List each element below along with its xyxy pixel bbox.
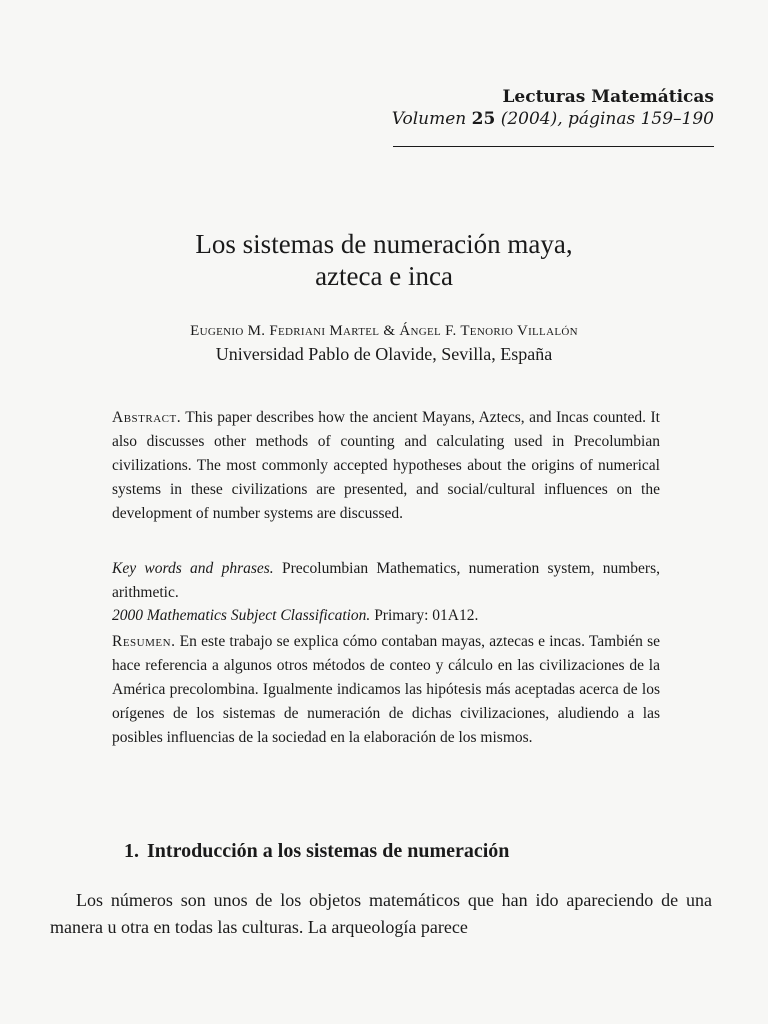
volume-prefix: Volumen [391, 109, 467, 129]
journal-volume [392, 108, 714, 130]
journal-header [392, 86, 714, 130]
title-line-2: azteca e inca [315, 261, 453, 291]
resumen-text: En este trabajo se explica cómo contaban mayas, aztecas e incas. También se hace referencia a algunos otros métodos de conteo y cálculo en las civilizaciones de la América precolombina. Igualmente indicamos las hipótesis más aceptadas acerca de los orígenes de los sistemas de numeración de dichas civilizaciones, aludiendo a las posibles influencias de la sociedad en la elaboración de los mismos. [112, 633, 660, 746]
title-line-1: Los sistemas de numeración maya, [195, 229, 573, 259]
authors: Eugenio M. Fedriani Martel & Ángel F. Tenorio Villalón [190, 323, 578, 339]
volume-pages: (2004), páginas 159–190 [500, 109, 714, 129]
keywords [112, 557, 660, 605]
section-title: Introducción a los sistemas de numeración [147, 840, 510, 862]
section-number: 1. [124, 840, 139, 862]
abstract-text: This paper describes how the ancient Mayans, Aztecs, and Incas counted. It also discusses other methods of counting and calculating used in Precolumbian civilizations. The most commonly accepted hypotheses about the origins of numerical systems in these civilizations are presented, and social/cultural influences on the development of number systems are discussed. [112, 409, 660, 522]
section-heading [124, 840, 509, 863]
resumen-label: Resumen. [112, 633, 176, 650]
keywords-text: Precolumbian Mathematics, numeration system, numbers, arithmetic. [112, 560, 661, 601]
msc-label: 2000 Mathematics Subject Classification. [112, 607, 371, 624]
keywords-label: Key words and phrases. [112, 560, 274, 577]
volume-number: 25 [471, 109, 496, 129]
body-paragraph: Los números son unos de los objetos matemáticos que han ido apareciendo de una manera u otra en todas las culturas. La arqueología parece [50, 890, 712, 937]
paper-title [0, 228, 768, 292]
abstract [112, 406, 660, 526]
journal-name: Lecturas Matemáticas [502, 87, 714, 107]
abstract-label: Abstract. [112, 409, 182, 426]
header-rule [393, 146, 714, 147]
affiliation: Universidad Pablo de Olavide, Sevilla, España [215, 344, 553, 364]
resumen [112, 630, 660, 750]
msc-text: Primary: 01A12. [374, 607, 479, 624]
msc-classification [112, 604, 660, 628]
